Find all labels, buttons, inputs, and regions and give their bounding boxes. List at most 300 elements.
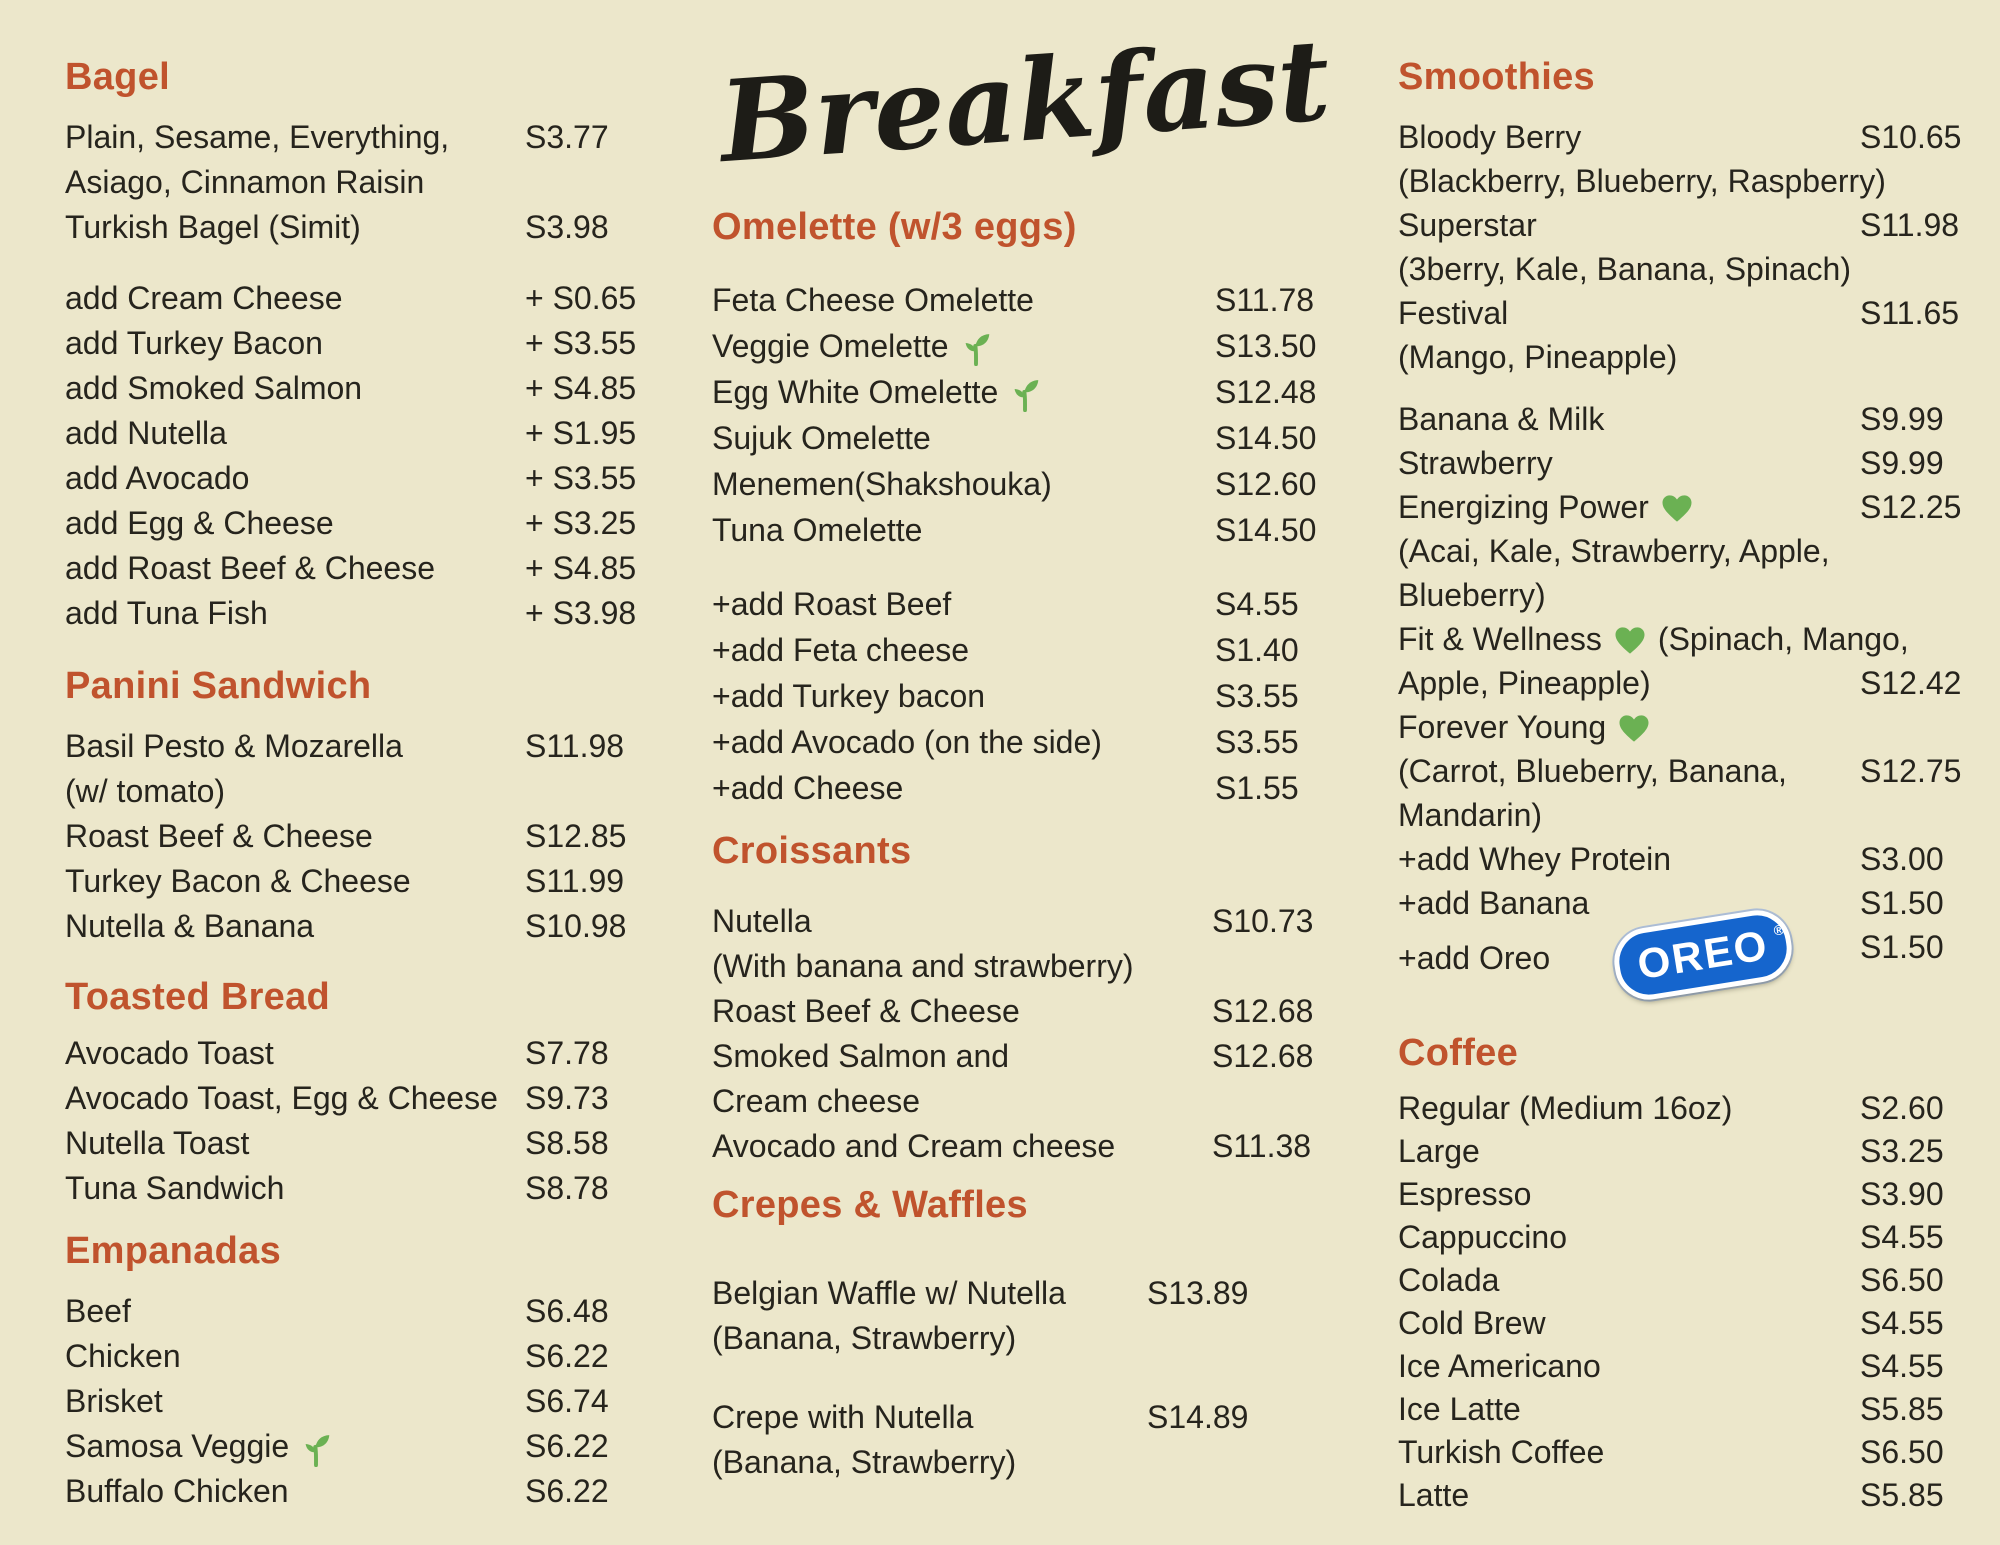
menu-item-price: + S0.65 (525, 280, 637, 316)
menu-item-row (1398, 705, 1982, 749)
menu-item-label: +add Oreo (1398, 940, 1551, 976)
menu-item-row (712, 1124, 1340, 1169)
menu-item-price: S10.73 (1212, 903, 1314, 939)
menu-item-label: Bloody Berry (1398, 119, 1582, 155)
menu-item-name (712, 323, 1215, 369)
menu-item-price: S8.78 (525, 1170, 609, 1206)
menu-item-row (712, 1316, 1340, 1361)
menu-item-name (1398, 749, 1860, 793)
menu-item-name (65, 321, 525, 366)
menu-item-label: Buffalo Chicken (65, 1473, 289, 1509)
menu-section-crepes-waffles (712, 1183, 1340, 1485)
menu-section-toasted-bread (65, 975, 650, 1211)
menu-item-row (65, 1469, 650, 1514)
section-rows (65, 1031, 650, 1211)
menu-item-row (712, 1079, 1340, 1124)
menu-item-label: Mandarin) (1398, 797, 1543, 833)
menu-item-name (1398, 335, 1677, 379)
menu-item-row (712, 1440, 1340, 1485)
menu-item-price: S3.77 (525, 119, 609, 155)
menu-item-name (712, 507, 1215, 553)
menu-section-bagel (65, 55, 650, 636)
menu-item-label: +add Whey Protein (1398, 841, 1672, 877)
section-heading: Croissants (712, 830, 912, 872)
menu-item-label: Samosa Veggie (65, 1428, 290, 1464)
section-heading: Bagel (65, 56, 170, 98)
menu-item-label: (Carrot, Blueberry, Banana, (1398, 753, 1787, 789)
section-heading: Panini Sandwich (65, 665, 372, 707)
menu-item-row (65, 321, 650, 366)
menu-item-row (1398, 1259, 1982, 1302)
menu-item-price: S12.25 (1860, 489, 1962, 525)
menu-item-price: + S3.55 (525, 325, 637, 361)
menu-item-name (65, 411, 525, 456)
menu-item-row (1398, 920, 1982, 991)
menu-item-row (1398, 115, 1982, 159)
heart-icon (1618, 712, 1650, 743)
menu-item-name (712, 627, 1215, 673)
menu-item-price: S11.65 (1860, 295, 1960, 331)
menu-item-label: (Banana, Strawberry) (712, 1444, 1017, 1480)
menu-item-name (65, 1121, 525, 1166)
menu-item-price: S12.68 (1212, 993, 1314, 1029)
menu-item-label: (Banana, Strawberry) (712, 1320, 1017, 1356)
menu-item-row (712, 415, 1340, 461)
menu-item-price: S6.22 (525, 1428, 609, 1464)
menu-item-row (65, 1076, 650, 1121)
menu-item-price: S3.55 (1215, 724, 1299, 760)
menu-item-price: S14.50 (1215, 420, 1317, 456)
menu-item-label: (Mango, Pineapple) (1398, 339, 1678, 375)
menu-item-label: Colada (1398, 1262, 1500, 1298)
menu-item-label: Espresso (1398, 1176, 1532, 1212)
section-heading: Omelette (w/3 eggs) (712, 206, 1077, 248)
menu-item-name (712, 461, 1215, 507)
menu-item-label: Banana & Milk (1398, 401, 1605, 437)
menu-item-label: +add Cheese (712, 770, 904, 806)
menu-item-label: +add Feta cheese (712, 632, 970, 668)
menu-item-price: S9.99 (1860, 401, 1944, 437)
menu-item-price: S4.55 (1860, 1219, 1944, 1255)
menu-item-row (712, 1271, 1340, 1316)
menu-item-price: S3.25 (1860, 1133, 1944, 1169)
section-heading: Coffee (1398, 1032, 1519, 1074)
menu-item-name (712, 765, 1215, 811)
menu-item-name (65, 859, 525, 904)
menu-item-price: S2.60 (1860, 1090, 1944, 1126)
menu-item-label: add Avocado (65, 460, 250, 496)
menu-item-label: Tuna Omelette (712, 512, 923, 548)
menu-item-row (1398, 661, 1982, 705)
menu-item-row (1398, 203, 1982, 247)
menu-item-row (65, 1424, 650, 1469)
menu-item-name (1398, 617, 1909, 661)
menu-title (712, 18, 1340, 193)
menu-item-label: (w/ tomato) (65, 773, 226, 809)
menu-item-name (65, 366, 525, 411)
menu-item-price: S4.55 (1860, 1305, 1944, 1341)
menu-item-label: Ice Latte (1398, 1391, 1521, 1427)
section-heading: Smoothies (1398, 56, 1595, 98)
menu-item-label: Blueberry) (1398, 577, 1546, 613)
menu-item-label: +add Turkey bacon (712, 678, 986, 714)
menu-item-name (1398, 1173, 1860, 1216)
menu-item-row (712, 369, 1340, 415)
menu-item-label: (3berry, Kale, Banana, Spinach) (1398, 251, 1851, 287)
menu-item-label: Brisket (65, 1383, 163, 1419)
menu-item-row (1398, 573, 1982, 617)
menu-item-name (1398, 920, 1860, 991)
menu-item-label: Turkish Bagel (Simit) (65, 209, 361, 245)
menu-item-row (1398, 291, 1982, 335)
menu-item-price: S3.00 (1860, 841, 1944, 877)
menu-item-label: Turkish Coffee (1398, 1434, 1605, 1470)
menu-item-name (65, 1379, 525, 1424)
menu-item-name (65, 501, 525, 546)
menu-item-name (1398, 1259, 1860, 1302)
menu-item-row (1398, 441, 1982, 485)
menu-item-row (712, 719, 1340, 765)
menu-section-empanadas (65, 1229, 650, 1514)
menu-item-price: S1.50 (1860, 885, 1944, 921)
menu-item-name (1398, 1087, 1860, 1130)
menu-item-name (1398, 661, 1860, 705)
menu-item-name (65, 546, 525, 591)
menu-item-name (712, 1316, 1016, 1361)
spacer (712, 553, 1340, 581)
menu-item-row (1398, 529, 1982, 573)
menu-item-price: S10.98 (525, 908, 627, 944)
menu-item-price: S10.65 (1860, 119, 1962, 155)
sprout-icon (1010, 372, 1040, 412)
menu-item-price: S5.85 (1860, 1477, 1944, 1513)
menu-item-name (712, 277, 1215, 323)
menu-item-row (65, 411, 650, 456)
menu-item-label: add Egg & Cheese (65, 505, 334, 541)
menu-item-row (65, 1031, 650, 1076)
section-rows (712, 1271, 1340, 1485)
menu-item-row (1398, 881, 1982, 925)
menu-item-name (65, 1424, 525, 1469)
menu-item-name (712, 1034, 1212, 1079)
menu-item-row (65, 366, 650, 411)
menu-item-row (65, 115, 650, 160)
section-rows (65, 115, 650, 636)
menu-item-label: Plain, Sesame, Everything, (65, 119, 450, 155)
menu-item-price: S1.50 (1860, 929, 1944, 965)
menu-item-row (1398, 793, 1982, 837)
menu-item-name (65, 724, 525, 769)
menu-item-name (65, 456, 525, 501)
menu-item-row (65, 1289, 650, 1334)
menu-item-row (1398, 1087, 1982, 1130)
menu-item-label: Beef (65, 1293, 131, 1329)
menu-item-label: add Turkey Bacon (65, 325, 323, 361)
menu-item-label: add Nutella (65, 415, 227, 451)
menu-column-right (1398, 55, 1982, 1517)
section-rows (1398, 1087, 1982, 1517)
section-heading: Toasted Bread (65, 976, 331, 1018)
menu-item-label: Roast Beef & Cheese (65, 818, 373, 854)
menu-item-label: Egg White Omelette (712, 374, 999, 410)
menu-item-label: (Acai, Kale, Strawberry, Apple, (1398, 533, 1830, 569)
menu-item-row (712, 323, 1340, 369)
menu-item-row (1398, 1474, 1982, 1517)
menu-item-row (712, 989, 1340, 1034)
menu-item-name (65, 1166, 525, 1211)
heart-icon (1614, 624, 1646, 655)
menu-item-name (1398, 1474, 1860, 1517)
menu-item-name (1398, 485, 1860, 529)
menu-item-name (712, 415, 1215, 461)
section-rows (65, 1289, 650, 1514)
menu-item-row (65, 1334, 650, 1379)
menu-item-price: + S3.55 (525, 460, 637, 496)
oreo-logo: OREO ® (1610, 906, 1797, 1005)
menu-item-label: Regular (Medium 16oz) (1398, 1090, 1733, 1126)
menu-item-row (65, 160, 650, 205)
menu-item-price: S7.78 (525, 1035, 609, 1071)
menu-item-price: S6.22 (525, 1473, 609, 1509)
menu-item-row (65, 501, 650, 546)
menu-item-price: S12.85 (525, 818, 627, 854)
menu-item-name (712, 581, 1215, 627)
menu-item-label: Crepe with Nutella (712, 1399, 974, 1435)
menu-title-script (712, 18, 1340, 193)
menu-column-center (712, 18, 1340, 1485)
menu-item-label: Latte (1398, 1477, 1470, 1513)
menu-item-name (65, 814, 525, 859)
menu-item-name (1398, 881, 1860, 925)
menu-item-name (1398, 793, 1542, 837)
menu-item-row (712, 944, 1340, 989)
menu-item-row (65, 591, 650, 636)
menu-item-name (1398, 291, 1860, 335)
menu-item-price: S6.50 (1860, 1434, 1944, 1470)
menu-item-price: S12.68 (1212, 1038, 1314, 1074)
menu-item-label: Energizing Power (1398, 489, 1649, 525)
menu-item-name (1398, 247, 1851, 291)
menu-item-row (1398, 159, 1982, 203)
menu-item-row (712, 507, 1340, 553)
menu-item-name (65, 769, 225, 814)
menu-item-label: Avocado Toast (65, 1035, 274, 1071)
spacer (712, 1361, 1340, 1395)
menu-item-name (65, 1031, 525, 1076)
menu-item-price: S1.40 (1215, 632, 1299, 668)
menu-item-label: Apple, Pineapple) (1398, 665, 1651, 701)
menu-item-label: Festival (1398, 295, 1509, 331)
heart-icon (1661, 492, 1693, 523)
sprout-icon (301, 1427, 331, 1467)
menu-item-price: S1.55 (1215, 770, 1299, 806)
menu-item-label: Cream cheese (712, 1083, 921, 1119)
section-rows (712, 899, 1340, 1169)
menu-item-label: Roast Beef & Cheese (712, 993, 1020, 1029)
menu-item-price: S11.99 (525, 863, 625, 899)
menu-item-label: Menemen(Shakshouka) (712, 466, 1052, 502)
menu-item-label: add Roast Beef & Cheese (65, 550, 436, 586)
menu-item-price: + S4.85 (525, 550, 637, 586)
menu-item-name (1398, 1345, 1860, 1388)
menu-item-price: S14.89 (1147, 1399, 1249, 1435)
menu-item-row (1398, 335, 1982, 379)
spacer (65, 250, 650, 276)
menu-item-label: add Tuna Fish (65, 595, 268, 631)
menu-item-label: Sujuk Omelette (712, 420, 931, 456)
menu-item-row (712, 899, 1340, 944)
menu-item-label: Fit & Wellness (1398, 621, 1602, 657)
menu-section-croissants (712, 829, 1340, 1169)
menu-item-row (1398, 247, 1982, 291)
menu-item-price: S9.99 (1860, 445, 1944, 481)
menu-item-label: Large (1398, 1133, 1480, 1169)
menu-item-label: +add Roast Beef (712, 586, 952, 622)
menu-item-price: + S3.98 (525, 595, 637, 631)
menu-item-price: S3.90 (1860, 1176, 1944, 1212)
menu-item-label: Avocado and Cream cheese (712, 1128, 1116, 1164)
menu-item-label: Nutella Toast (65, 1125, 250, 1161)
menu-item-price: S13.89 (1147, 1275, 1249, 1311)
menu-item-label-continued: (Spinach, Mango, (1657, 621, 1909, 657)
menu-item-label: Asiago, Cinnamon Raisin (65, 164, 425, 200)
menu-item-label: add Smoked Salmon (65, 370, 363, 406)
menu-item-name (1398, 1130, 1860, 1173)
menu-item-price: S4.55 (1860, 1348, 1944, 1384)
menu-item-row (65, 814, 650, 859)
menu-item-name (65, 160, 424, 205)
menu-item-row (1398, 617, 1982, 661)
menu-item-price: S11.38 (1212, 1128, 1312, 1164)
menu-item-label: Turkey Bacon & Cheese (65, 863, 411, 899)
menu-item-name (712, 944, 1134, 989)
menu-item-price: S9.73 (525, 1080, 609, 1116)
menu-item-label: +add Avocado (on the side) (712, 724, 1102, 760)
menu-item-name (1398, 203, 1860, 247)
menu-item-row (65, 1121, 650, 1166)
menu-item-name (65, 1289, 525, 1334)
sprout-icon (961, 326, 991, 366)
menu-item-name (712, 719, 1215, 765)
menu-item-label: Ice Americano (1398, 1348, 1601, 1384)
menu-item-price: S6.48 (525, 1293, 609, 1329)
menu-item-price: S11.78 (1215, 282, 1315, 318)
menu-item-label: +add Banana (1398, 885, 1590, 921)
menu-item-row (1398, 1130, 1982, 1173)
menu-item-label: (With banana and strawberry) (712, 948, 1134, 984)
menu-item-price: S6.74 (525, 1383, 609, 1419)
section-heading: Crepes & Waffles (712, 1184, 1028, 1226)
menu-item-label: Tuna Sandwich (65, 1170, 285, 1206)
oreo-reg-mark: ® (1772, 920, 1788, 939)
menu-item-price: S11.98 (525, 728, 625, 764)
section-rows (712, 277, 1340, 811)
menu-item-label: Nutella & Banana (65, 908, 315, 944)
menu-item-row (712, 673, 1340, 719)
menu-section-omelette-w-3-eggs (712, 205, 1340, 811)
menu-item-row (65, 904, 650, 949)
menu-item-row (1398, 749, 1982, 793)
menu-item-label: Strawberry (1398, 445, 1553, 481)
menu-item-name (1398, 1431, 1860, 1474)
menu-item-price: S12.42 (1860, 665, 1962, 701)
menu-item-price: + S4.85 (525, 370, 637, 406)
menu-item-price: S6.50 (1860, 1262, 1944, 1298)
menu-item-row (65, 546, 650, 591)
menu-item-row (1398, 1173, 1982, 1216)
menu-item-label: Nutella (712, 903, 812, 939)
menu-item-row (1398, 485, 1982, 529)
menu-item-name (1398, 1388, 1860, 1431)
menu-item-label: Superstar (1398, 207, 1537, 243)
menu-item-label: Forever Young (1398, 709, 1607, 745)
menu-item-row (65, 456, 650, 501)
menu-item-price: S13.50 (1215, 328, 1317, 364)
menu-item-name (1398, 705, 1650, 749)
menu-item-name (1398, 573, 1546, 617)
menu-item-price: S12.75 (1860, 753, 1962, 789)
menu-item-label: Feta Cheese Omelette (712, 282, 1034, 318)
menu-item-name (712, 1440, 1016, 1485)
menu-item-row (712, 461, 1340, 507)
menu-item-name (712, 1271, 1147, 1316)
menu-item-name (712, 1124, 1212, 1169)
menu-item-label: Basil Pesto & Mozarella (65, 728, 403, 764)
menu-item-row (1398, 1302, 1982, 1345)
menu-item-row (1398, 1345, 1982, 1388)
menu-item-name (65, 205, 525, 250)
menu-item-row (712, 1395, 1340, 1440)
menu-item-price: S12.60 (1215, 466, 1317, 502)
menu-item-row (712, 1034, 1340, 1079)
menu-item-row (65, 276, 650, 321)
menu-item-label: Cold Brew (1398, 1305, 1546, 1341)
menu-section-panini-sandwich (65, 664, 650, 949)
menu-item-row (65, 769, 650, 814)
menu-item-name (65, 276, 525, 321)
menu-item-name (712, 1079, 920, 1124)
menu-item-row (712, 627, 1340, 673)
menu-item-label: Belgian Waffle w/ Nutella (712, 1275, 1066, 1311)
menu-item-row (65, 724, 650, 769)
menu-item-row (712, 765, 1340, 811)
menu-item-price: S3.98 (525, 209, 609, 245)
menu-item-name (65, 115, 525, 160)
menu-item-name (1398, 1216, 1860, 1259)
menu-item-price: + S3.25 (525, 505, 637, 541)
menu-item-name (1398, 159, 1886, 203)
menu-item-name (65, 1076, 525, 1121)
menu-item-label: (Blackberry, Blueberry, Raspberry) (1398, 163, 1886, 199)
menu-item-label: Avocado Toast, Egg & Cheese (65, 1080, 498, 1116)
spacer (1398, 379, 1982, 397)
menu-item-name (1398, 1302, 1860, 1345)
menu-item-name (712, 369, 1215, 415)
menu-item-price: S8.58 (525, 1125, 609, 1161)
menu-item-name (712, 673, 1215, 719)
menu-item-name (712, 1395, 1147, 1440)
menu-item-name (1398, 529, 1830, 573)
menu-column-left (65, 55, 650, 1514)
menu-item-price: S4.55 (1215, 586, 1299, 622)
menu-item-label: Cappuccino (1398, 1219, 1567, 1255)
menu-item-name (65, 591, 525, 636)
menu-item-name (65, 1334, 525, 1379)
menu-item-name (712, 899, 1212, 944)
menu-item-name (1398, 837, 1860, 881)
section-rows (65, 724, 650, 949)
menu-item-row (65, 1166, 650, 1211)
